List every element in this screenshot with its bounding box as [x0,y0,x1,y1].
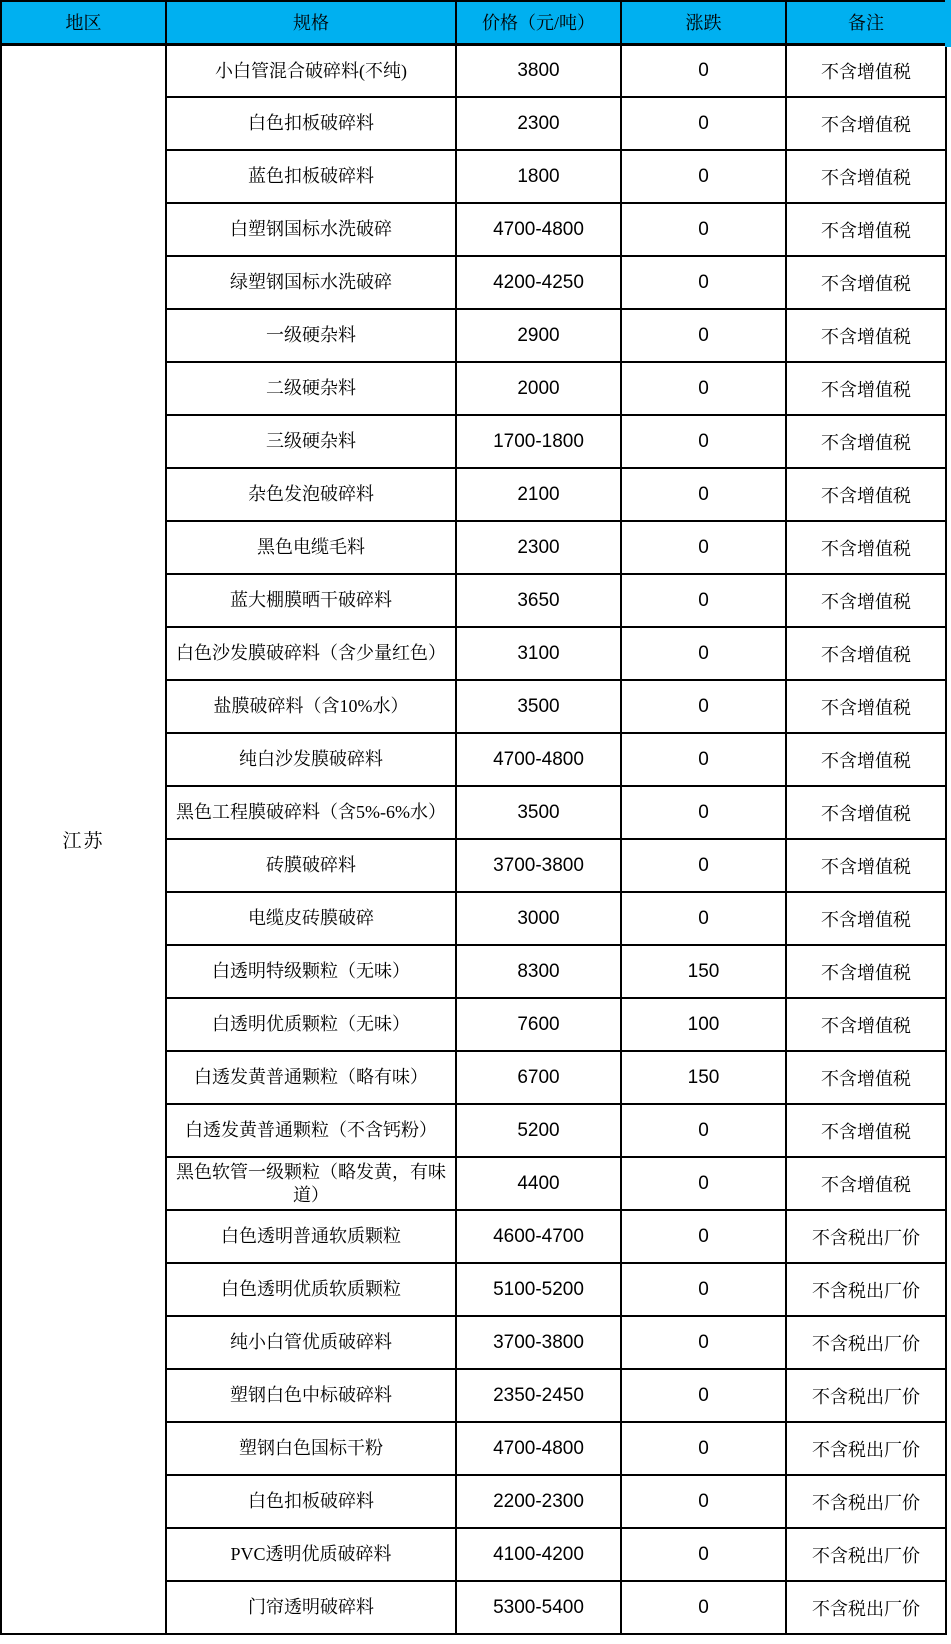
note-cell: 不含税出厂价 [786,1475,946,1528]
price-cell: 2900 [456,309,621,362]
change-cell: 0 [621,1581,786,1634]
price-cell: 2100 [456,468,621,521]
note-cell: 不含增值税 [786,44,946,97]
price-cell: 2300 [456,521,621,574]
price-cell: 4400 [456,1157,621,1210]
change-cell: 0 [621,97,786,150]
spec-cell: 白塑钢国标水洗破碎 [166,203,456,256]
change-cell: 0 [621,680,786,733]
spec-cell: 白色扣板破碎料 [166,1475,456,1528]
change-cell: 0 [621,574,786,627]
price-cell: 3700-3800 [456,1316,621,1369]
note-cell: 不含税出厂价 [786,1263,946,1316]
change-cell: 0 [621,1316,786,1369]
spec-cell: 白透发黄普通颗粒（略有味） [166,1051,456,1104]
spec-cell: 塑钢白色国标干粉 [166,1422,456,1475]
price-cell: 4700-4800 [456,733,621,786]
note-cell: 不含增值税 [786,415,946,468]
spec-cell: 绿塑钢国标水洗破碎 [166,256,456,309]
change-cell: 0 [621,1263,786,1316]
change-cell: 150 [621,945,786,998]
price-cell: 8300 [456,945,621,998]
table-row [1,44,946,97]
change-cell: 0 [621,1369,786,1422]
change-cell: 100 [621,998,786,1051]
note-cell: 不含增值税 [786,1104,946,1157]
header-change: 涨跌 [621,1,786,44]
spec-cell: 白色扣板破碎料 [166,97,456,150]
header-overflow-strip [945,0,951,47]
price-cell: 3800 [456,44,621,97]
price-cell: 5200 [456,1104,621,1157]
note-cell: 不含增值税 [786,945,946,998]
note-cell: 不含增值税 [786,309,946,362]
change-cell: 0 [621,309,786,362]
spec-cell: 白透发黄普通颗粒（不含钙粉） [166,1104,456,1157]
note-cell: 不含增值税 [786,97,946,150]
note-cell: 不含增值税 [786,1051,946,1104]
note-cell: 不含增值税 [786,256,946,309]
spec-cell: PVC透明优质破碎料 [166,1528,456,1581]
change-cell: 0 [621,1475,786,1528]
spec-cell: 白色透明普通软质颗粒 [166,1210,456,1263]
spec-cell: 小白管混合破碎料(不纯) [166,44,456,97]
change-cell: 0 [621,839,786,892]
note-cell: 不含增值税 [786,680,946,733]
change-cell: 0 [621,468,786,521]
note-cell: 不含税出厂价 [786,1369,946,1422]
spec-cell: 砖膜破碎料 [166,839,456,892]
spec-cell: 黑色软管一级颗粒（略发黄，有味道） [166,1157,456,1210]
price-cell: 4200-4250 [456,256,621,309]
spec-cell: 二级硬杂料 [166,362,456,415]
note-cell: 不含增值税 [786,786,946,839]
price-cell: 2350-2450 [456,1369,621,1422]
note-cell: 不含税出厂价 [786,1581,946,1634]
change-cell: 0 [621,786,786,839]
change-cell: 0 [621,892,786,945]
change-cell: 0 [621,362,786,415]
spec-cell: 塑钢白色中标破碎料 [166,1369,456,1422]
change-cell: 0 [621,1210,786,1263]
note-cell: 不含税出厂价 [786,1316,946,1369]
price-cell: 3500 [456,680,621,733]
change-cell: 0 [621,415,786,468]
spec-cell: 黑色工程膜破碎料（含5%-6%水） [166,786,456,839]
note-cell: 不含增值税 [786,574,946,627]
price-cell: 2000 [456,362,621,415]
note-cell: 不含增值税 [786,1157,946,1210]
note-cell: 不含增值税 [786,521,946,574]
price-cell: 3500 [456,786,621,839]
spec-cell: 黑色电缆毛料 [166,521,456,574]
spec-cell: 蓝色扣板破碎料 [166,150,456,203]
header-note: 备注 [786,1,946,44]
note-cell: 不含增值税 [786,203,946,256]
price-cell: 5300-5400 [456,1581,621,1634]
price-cell: 1800 [456,150,621,203]
header-row [1,1,946,44]
header-spec: 规格 [166,1,456,44]
spec-cell: 白透明优质颗粒（无味） [166,998,456,1051]
note-cell: 不含增值税 [786,150,946,203]
spec-cell: 电缆皮砖膜破碎 [166,892,456,945]
price-cell: 4100-4200 [456,1528,621,1581]
note-cell: 不含增值税 [786,627,946,680]
price-cell: 3100 [456,627,621,680]
change-cell: 0 [621,44,786,97]
change-cell: 0 [621,1157,786,1210]
spec-cell: 纯小白管优质破碎料 [166,1316,456,1369]
note-cell: 不含税出厂价 [786,1210,946,1263]
change-cell: 0 [621,150,786,203]
change-cell: 0 [621,627,786,680]
note-cell: 不含增值税 [786,892,946,945]
change-cell: 0 [621,733,786,786]
spec-cell: 杂色发泡破碎料 [166,468,456,521]
change-cell: 0 [621,1422,786,1475]
price-cell: 3650 [456,574,621,627]
price-cell: 3000 [456,892,621,945]
note-cell: 不含增值税 [786,839,946,892]
price-cell: 4700-4800 [456,1422,621,1475]
note-cell: 不含增值税 [786,998,946,1051]
spec-cell: 盐膜破碎料（含10%水） [166,680,456,733]
spec-cell: 门帘透明破碎料 [166,1581,456,1634]
price-cell: 1700-1800 [456,415,621,468]
note-cell: 不含税出厂价 [786,1422,946,1475]
price-cell: 7600 [456,998,621,1051]
price-cell: 2200-2300 [456,1475,621,1528]
spec-cell: 三级硬杂料 [166,415,456,468]
spec-cell: 白色沙发膜破碎料（含少量红色） [166,627,456,680]
change-cell: 0 [621,521,786,574]
price-cell: 6700 [456,1051,621,1104]
price-cell: 3700-3800 [456,839,621,892]
note-cell: 不含增值税 [786,468,946,521]
spec-cell: 纯白沙发膜破碎料 [166,733,456,786]
price-cell: 4700-4800 [456,203,621,256]
spec-cell: 白透明特级颗粒（无味） [166,945,456,998]
note-cell: 不含税出厂价 [786,1528,946,1581]
region-cell: 江苏 [1,44,166,1634]
header-price: 价格（元/吨） [456,1,621,44]
spec-cell: 蓝大棚膜晒干破碎料 [166,574,456,627]
header-region: 地区 [1,1,166,44]
note-cell: 不含增值税 [786,733,946,786]
table-header [1,1,946,44]
spec-cell: 白色透明优质软质颗粒 [166,1263,456,1316]
note-cell: 不含增值税 [786,362,946,415]
change-cell: 0 [621,256,786,309]
change-cell: 0 [621,1528,786,1581]
table-body [1,44,946,1634]
price-cell: 5100-5200 [456,1263,621,1316]
change-cell: 0 [621,203,786,256]
change-cell: 150 [621,1051,786,1104]
change-cell: 0 [621,1104,786,1157]
price-cell: 2300 [456,97,621,150]
price-cell: 4600-4700 [456,1210,621,1263]
spec-cell: 一级硬杂料 [166,309,456,362]
